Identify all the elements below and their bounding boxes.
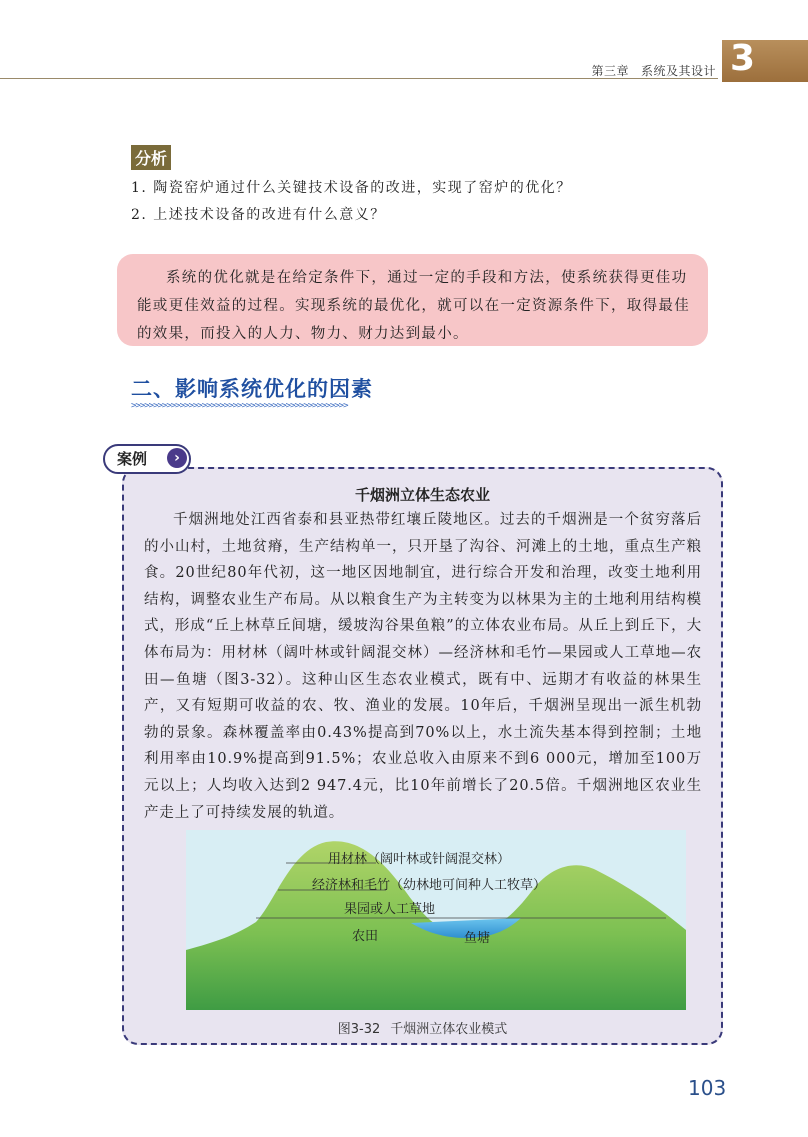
figure-caption [122, 1018, 723, 1037]
definition-text: 系统的优化就是在给定条件下，通过一定的手段和方法，使系统获得更佳功能或更佳效益的过程。实现系统的最优化，就可以在一定资源条件下，取得最佳的效果，而投入的人力、物力、财力达到最小。 [137, 270, 690, 342]
analysis-question: 2. 上述技术设备的改进有什么意义？ [131, 207, 386, 223]
analysis-question: 1. 陶瓷窑炉通过什么关键技术设备的改进，实现了窑炉的优化？ [131, 180, 572, 196]
chapter-number: 3 [730, 38, 756, 79]
case-title: 千烟洲立体生态农业 [354, 486, 490, 504]
chevron-right-icon: › [167, 448, 187, 468]
label-timber: 用材林（阔叶林或针阔混交林） [328, 852, 511, 867]
page-number: 103 [688, 1076, 727, 1100]
figure-number: 图3-32 [337, 1022, 381, 1037]
running-header [591, 62, 716, 79]
analysis-tag: 分析 [131, 145, 171, 170]
section-title: 二、影响系统优化的因素 [131, 377, 373, 401]
label-economic: 经济林和毛竹（幼林地可间种人工牧草） [312, 878, 547, 893]
label-pond: 鱼塘 [464, 931, 491, 946]
terrain-figure [186, 830, 686, 1010]
figure-title: 千烟洲立体农业模式 [390, 1022, 508, 1037]
label-farmland: 农田 [352, 929, 379, 944]
chapter-title: 第三章 [591, 64, 629, 78]
label-orchard: 果园或人工草地 [344, 902, 436, 917]
definition-box [117, 254, 708, 346]
section-underline: >>>>>>>>>>>>>>>>>>>>>>>>>>>>>>>>>>>>>>>>>>>>>>>>> [131, 403, 348, 409]
chapter-subtitle: 系统及其设计 [640, 64, 716, 78]
case-body: 千烟洲地处江西省泰和县亚热带红壤丘陵地区。过去的千烟洲是一个贫穷落后的小山村，土地贫瘠，生产结构单一，只开垦了沟谷、河滩上的土地，重点生产粮食。20世纪80年代初，这一地区因地制宜，进行综合开发和治理，改变土地利用结构，调整农业生产布局。从以粮食生产为主转变为以林果为主的土地利用结构模式，形成“丘上林草丘间塘，缓坡沟谷果鱼粮”的立体农业布局。从丘上到丘下，大体布局为：用材林（阔叶林或针阔混交林）—经济林和毛竹—果园或人工草地—农田—鱼塘（图3-32）。这种山区生态农业模式，既有中、远期才有收益的林果生产，又有短期可收益的农、牧、渔业的发展。10年后，千烟洲呈现出一派生机勃勃的景象。森林覆盖率由0.43%提高到70%以上，水土流失基本得到控制；土地利用率由10.9%提高到91.5%；农业总收入由原来不到6 000元，增加至100万元以上；人均收入达到2 947.4元，比10年前增长了20.5倍。千烟洲地区农业生产走上了可持续发展的轨道。 [144, 512, 702, 821]
case-tag-label: 案例 [117, 450, 148, 468]
